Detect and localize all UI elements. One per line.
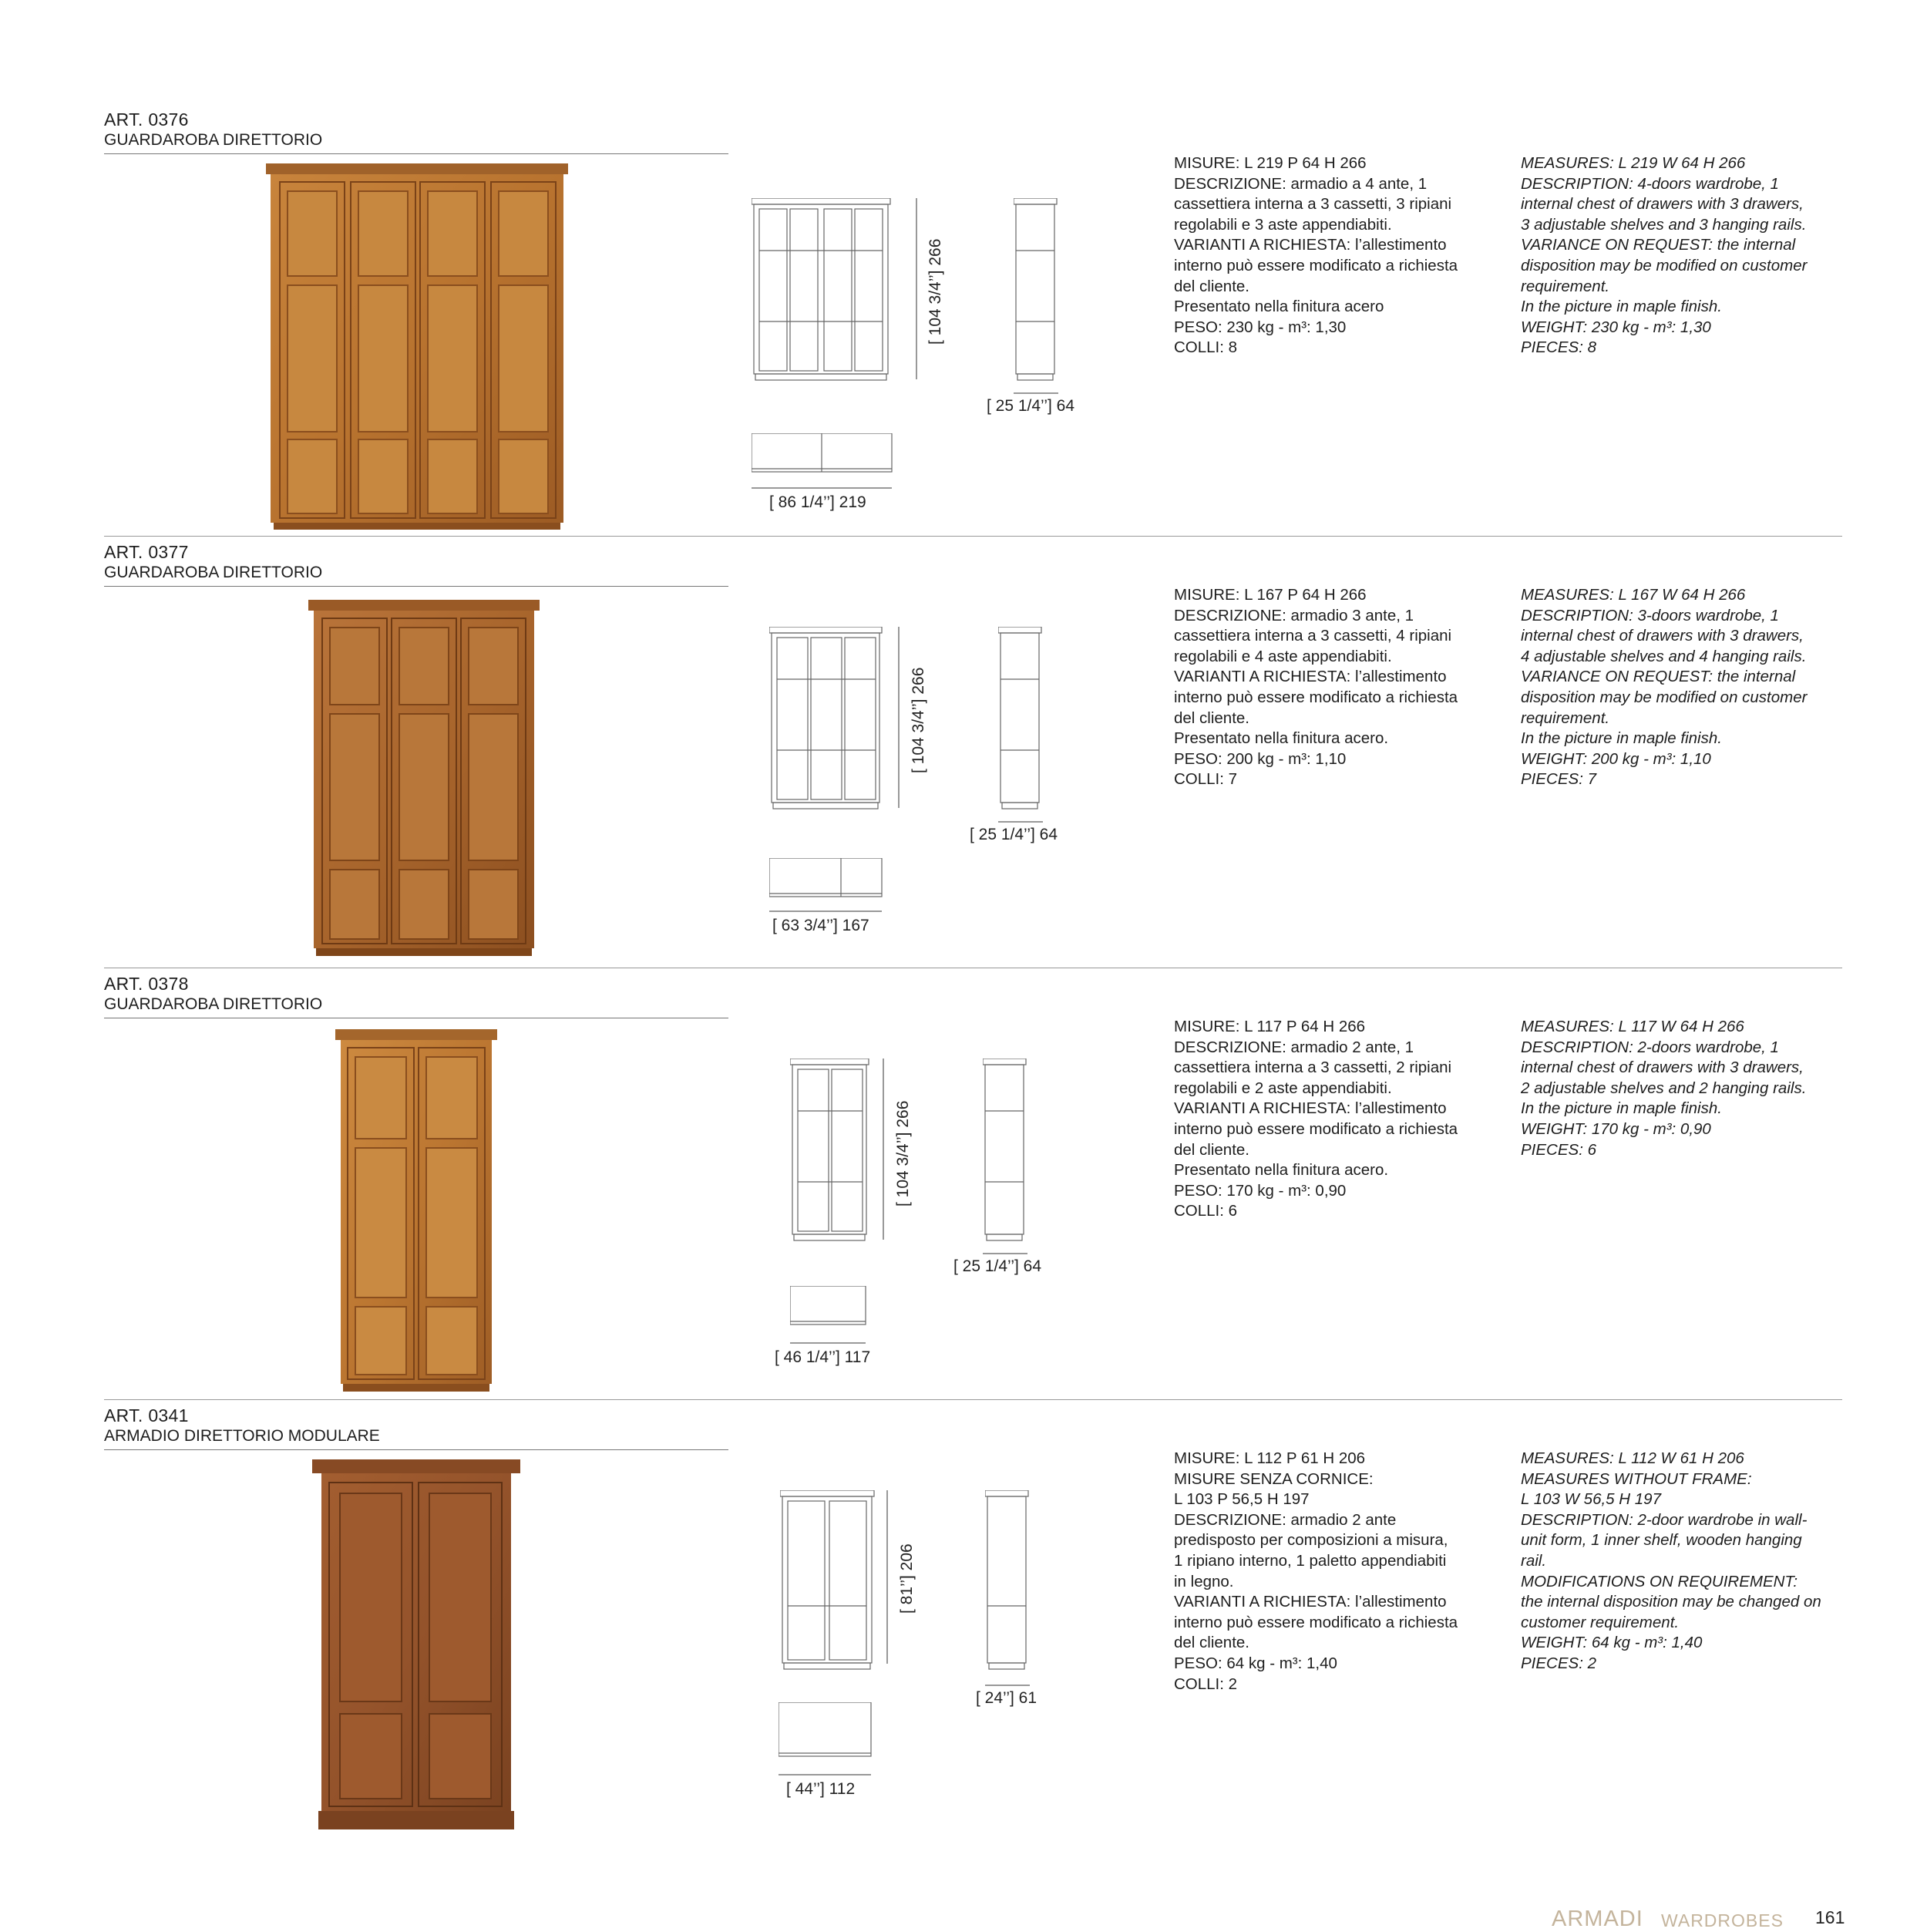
article-name: ARMADIO DIRETTORIO MODULARE	[104, 1427, 380, 1445]
plan-view-drawing	[769, 858, 883, 898]
description-english: MEASURES: L 117 W 64 H 266 DESCRIPTION: 2-doors wardrobe, 1 internal chest of drawers with 3 drawers, 2 adjustable shelves and 2 hanging rails. In the picture in maple finish. WEIGHT: 170 kg - m³: 0,90 PIECES: 6	[1521, 1018, 1807, 1159]
plan-view-drawing	[779, 1702, 873, 1758]
description-english: MEASURES: L 112 W 61 H 206 MEASURES WITHOUT FRAME: L 103 W 56,5 H 197 DESCRIPTION: 2-door wardrobe in wall- unit form, 1 inner shelf, wooden hanging rail. MODIFICATIONS ON REQUIREMENT: the internal disposition may be changed on customer requirement. WEIGHT: 64 kg - m³: 1,40 PIECES: 2	[1521, 1449, 1821, 1672]
height-dimension-line	[898, 627, 900, 808]
section-title-english: WARDROBES	[1661, 1910, 1784, 1930]
article-name: GUARDAROBA DIRETTORIO	[104, 131, 323, 149]
width-dimension-line	[769, 910, 882, 912]
depth-dimension-line	[985, 1685, 1030, 1686]
height-dimension: [ 81’’] 206	[898, 1543, 916, 1614]
front-elevation-drawing	[790, 1059, 871, 1244]
header-rule	[104, 1449, 728, 1450]
wardrobe-photo	[312, 1459, 520, 1829]
section-divider	[104, 536, 1842, 537]
height-dimension-line	[886, 1490, 888, 1664]
description-english: MEASURES: L 167 W 64 H 266 DESCRIPTION: 3-doors wardrobe, 1 internal chest of drawers with 3 drawers, 4 adjustable shelves and 4 hanging rails. VARIANCE ON REQUEST: the internal disposition may be modified on customer requirement. In the picture in maple finish. WEIGHT: 200 kg - m³: 1,10 PIECES: 7	[1521, 586, 1808, 789]
depth-dimension-line	[983, 1253, 1027, 1254]
front-elevation-drawing	[752, 198, 898, 383]
depth-dimension: [ 25 1/4’’] 64	[953, 1257, 1042, 1275]
article-code: ART. 0341	[104, 1405, 189, 1425]
depth-dimension: [ 24’’] 61	[976, 1689, 1037, 1707]
article-code: ART. 0378	[104, 974, 189, 994]
header-rule	[104, 586, 728, 587]
description-english: MEASURES: L 219 W 64 H 266 DESCRIPTION: 4-doors wardrobe, 1 internal chest of drawers with 3 drawers, 3 adjustable shelves and 3 hanging rails. VARIANCE ON REQUEST: the internal disposition may be modified on customer requirement. In the picture in maple finish. WEIGHT: 230 kg - m³: 1,30 PIECES: 8	[1521, 154, 1808, 357]
page-number: 161	[1815, 1907, 1845, 1927]
side-elevation-drawing	[1014, 198, 1060, 383]
header-rule	[104, 153, 728, 154]
description-italian: MISURE: L 117 P 64 H 266 DESCRIZIONE: armadio 2 ante, 1 cassettiera interna a 3 cassetti, 2 ripiani regolabili e 2 aste appendiabiti. VARIANTI A RICHIESTA: l’allestimento interno può essere modificato a richiesta del cliente. Presentato nella finitura acero. PESO: 170 kg - m³: 0,90 COLLI: 6	[1174, 1018, 1458, 1220]
wardrobe-photo	[308, 600, 540, 956]
depth-dimension-line	[1014, 392, 1058, 394]
wardrobe-photo	[266, 163, 568, 530]
width-dimension-line	[752, 487, 892, 489]
side-elevation-drawing	[983, 1059, 1029, 1244]
description-italian: MISURE: L 219 P 64 H 266 DESCRIZIONE: armadio a 4 ante, 1 cassettiera interna a 3 cassetti, 3 ripiani regolabili e 3 aste appendiabiti. VARIANTI A RICHIESTA: l’allestimento interno può essere modificato a richiesta del cliente. Presentato nella finitura acero PESO: 230 kg - m³: 1,30 COLLI: 8	[1174, 154, 1458, 357]
depth-dimension: [ 25 1/4’’] 64	[987, 397, 1075, 415]
article-code: ART. 0376	[104, 109, 189, 130]
width-dimension: [ 44’’] 112	[786, 1780, 856, 1798]
front-elevation-drawing	[769, 627, 885, 812]
width-dimension: [ 46 1/4’’] 117	[775, 1348, 871, 1366]
section-divider	[104, 1399, 1842, 1400]
description-italian: MISURE: L 112 P 61 H 206 MISURE SENZA CORNICE: L 103 P 56,5 H 197 DESCRIZIONE: armadio 2 ante predisposto per composizioni a misura, 1 ripiano interno, 1 paletto appendiabiti in legno. VARIANTI A RICHIESTA: l’allestimento interno può essere modificato a richiesta del cliente. PESO: 64 kg - m³: 1,40 COLLI: 2	[1174, 1449, 1458, 1693]
article-name: GUARDAROBA DIRETTORIO	[104, 995, 323, 1013]
height-dimension: [ 104 3/4’’] 266	[894, 1100, 912, 1207]
front-elevation-drawing	[780, 1490, 876, 1671]
side-elevation-drawing	[985, 1490, 1031, 1671]
section-title-italian: ARMADI	[1552, 1907, 1643, 1931]
depth-dimension-line	[998, 821, 1043, 823]
height-dimension-line	[883, 1059, 884, 1240]
width-dimension-line	[790, 1342, 866, 1344]
depth-dimension: [ 25 1/4’’] 64	[970, 826, 1058, 843]
width-dimension-line	[779, 1774, 871, 1775]
plan-view-drawing	[752, 433, 894, 473]
width-dimension: [ 63 3/4’’] 167	[772, 917, 869, 934]
wardrobe-photo	[335, 1029, 497, 1392]
height-dimension-line	[916, 198, 917, 379]
height-dimension: [ 104 3/4’’] 266	[910, 667, 927, 773]
height-dimension: [ 104 3/4’’] 266	[927, 238, 944, 345]
side-elevation-drawing	[998, 627, 1044, 812]
plan-view-drawing	[790, 1286, 867, 1326]
description-italian: MISURE: L 167 P 64 H 266 DESCRIZIONE: armadio 3 ante, 1 cassettiera interna a 3 cassetti, 4 ripiani regolabili e 4 aste appendiabiti. VARIANTI A RICHIESTA: l’allestimento interno può essere modificato a richiesta del cliente. Presentato nella finitura acero. PESO: 200 kg - m³: 1,10 COLLI: 7	[1174, 586, 1458, 789]
article-code: ART. 0377	[104, 542, 189, 562]
width-dimension: [ 86 1/4’’] 219	[769, 493, 866, 511]
article-name: GUARDAROBA DIRETTORIO	[104, 564, 323, 581]
